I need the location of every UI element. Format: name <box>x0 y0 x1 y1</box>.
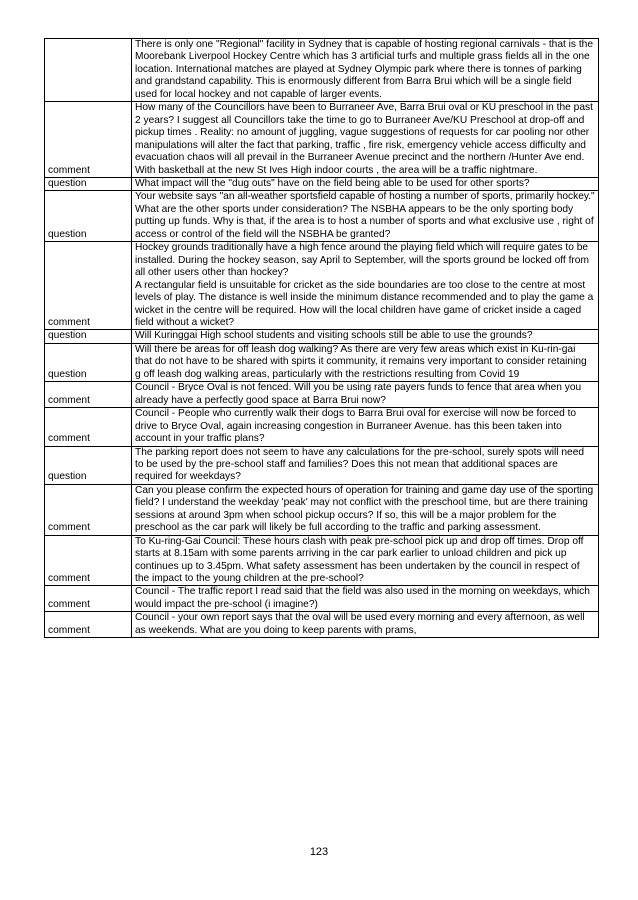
row-text-cell: Council - The traffic report I read said that the field was also used in the morning on weekdays, which would impact the pre-school (i imagine?) <box>132 586 599 612</box>
table-row <box>45 343 599 381</box>
table-row <box>45 484 599 535</box>
table-row <box>45 102 599 178</box>
table-row <box>45 177 599 190</box>
row-text-cell: Council - People who currently walk their dogs to Barra Brui oval for exercise will now be forced to drive to Bryce Oval, again increasing congestion in Burraneer Avenue. has this been taken into account in your traffic plans? <box>132 408 599 446</box>
row-text-cell: Council - your own report says that the oval will be used every morning and every afternoon, as well as weekends. What are you doing to keep parents with prams, <box>132 612 599 638</box>
table-row <box>45 191 599 242</box>
row-type-cell: comment <box>45 586 132 612</box>
table-row <box>45 330 599 343</box>
row-type-cell: comment <box>45 102 132 178</box>
row-text-cell: How many of the Councillors have been to Burraneer Ave, Barra Brui oval or KU preschool in the past 2 years? I suggest all Councillors take the time to go to Burraneer Ave/KU Preschool at drop-off and pickup times . Reality: no amount of juggling, vague suggestions of requests for car pooling nor other manipulations will alter the fact that parking, traffic , fire risk, emergency vehicle access difficulty and evacuation chaos will all prevail in the Burraneer Avenue precinct and the northern /Hunter Ave end. With basketball at the new St Ives High indoor courts , the area will be a traffic nightmare. <box>132 102 599 178</box>
row-type-cell <box>45 39 132 102</box>
row-type-cell: question <box>45 343 132 381</box>
row-type-cell: question <box>45 177 132 190</box>
table-row <box>45 39 599 102</box>
table-row <box>45 535 599 586</box>
row-type-cell: comment <box>45 535 132 586</box>
row-text-cell: There is only one "Regional" facility in Sydney that is capable of hosting regional carnivals - that is the Moorebank Liverpool Hockey Centre which has 3 artificial turfs and multiple grass fields all in the one location. International matches are played at Sydney Olympic park where there is tonnes of parking and grandstand capability. This is enormously different from Barra Brui which will be a single field used for local hockey and not capable of larger events. <box>132 39 599 102</box>
table-row <box>45 586 599 612</box>
row-type-cell: comment <box>45 382 132 408</box>
table-row <box>45 408 599 446</box>
table-row <box>45 612 599 638</box>
row-text-cell: To Ku-ring-Gai Council: These hours clash with peak pre-school pick up and drop off times. Drop off starts at 8.15am with some parents arriving in the car park earlier to unload children and pick up continues up to 3.45pm. What safety assessment has been undertaken by the council in respect of the impact to the young children at the pre-school? <box>132 535 599 586</box>
table-row <box>45 446 599 484</box>
page-number: 123 <box>309 846 329 858</box>
row-type-cell: question <box>45 330 132 343</box>
row-text-cell: The parking report does not seem to have any calculations for the pre-school, surely spots will need to be used by the pre-school staff and families? Does this not mean that additional spaces are required for weekdays? <box>132 446 599 484</box>
row-type-cell: comment <box>45 484 132 535</box>
row-type-cell: comment <box>45 408 132 446</box>
row-type-cell: question <box>45 191 132 242</box>
row-text-cell: Council - Bryce Oval is not fenced. Will you be using rate payers funds to fence that area when you already have a perfectly good space at Barra Brui now? <box>132 382 599 408</box>
row-text-cell: Your website says "an all-weather sportsfield capable of hosting a number of sports, primarily hockey." What are the other sports under consideration? The NSBHA appears to be the only sporting body putting up funds. Why is that, if the area is to host a number of sports and what exclusive use , right of access or control of the field will the NSBHA be granted? <box>132 191 599 242</box>
row-text-cell: Will there be areas for off leash dog walking? As there are very few areas which exist in Ku-rin-gai that do not have to be shared with spirts it community, it remains very important to consider retaining g off leash dog walking areas, particularly with the restrictions resulting from Covid 19 <box>132 343 599 381</box>
submissions-table <box>44 38 599 638</box>
row-type-cell: comment <box>45 612 132 638</box>
table-row <box>45 242 599 330</box>
row-text-cell: Hockey grounds traditionally have a high fence around the playing field which will require gates to be installed. During the hockey season, say April to September, will the sports ground be locked off from all other users other than hockey? A rectangular field is unsuitable for cricket as the side boundaries are too close to the centre at most levels of play. The distance is well inside the minimum distance recommended and to play the game a wicket in the centre will be required. How will the local children have game of cricket inside a caged field without a wicket? <box>132 242 599 330</box>
row-text-cell: Will Kuringgai High school students and visiting schools still be able to use the grounds? <box>132 330 599 343</box>
row-type-cell: comment <box>45 242 132 330</box>
row-text-cell: Can you please confirm the expected hours of operation for training and game day use of the sporting field? I understand the weekday 'peak' may not conflict with the preschool time, but are there training sessions at around 3pm when school pickup occurs? If so, this will be a major problem for the preschool as the car park will likely be full according to the traffic and parking assessment. <box>132 484 599 535</box>
table-row <box>45 382 599 408</box>
row-type-cell: question <box>45 446 132 484</box>
row-text-cell: What impact will the "dug outs" have on the field being able to be used for other sports? <box>132 177 599 190</box>
